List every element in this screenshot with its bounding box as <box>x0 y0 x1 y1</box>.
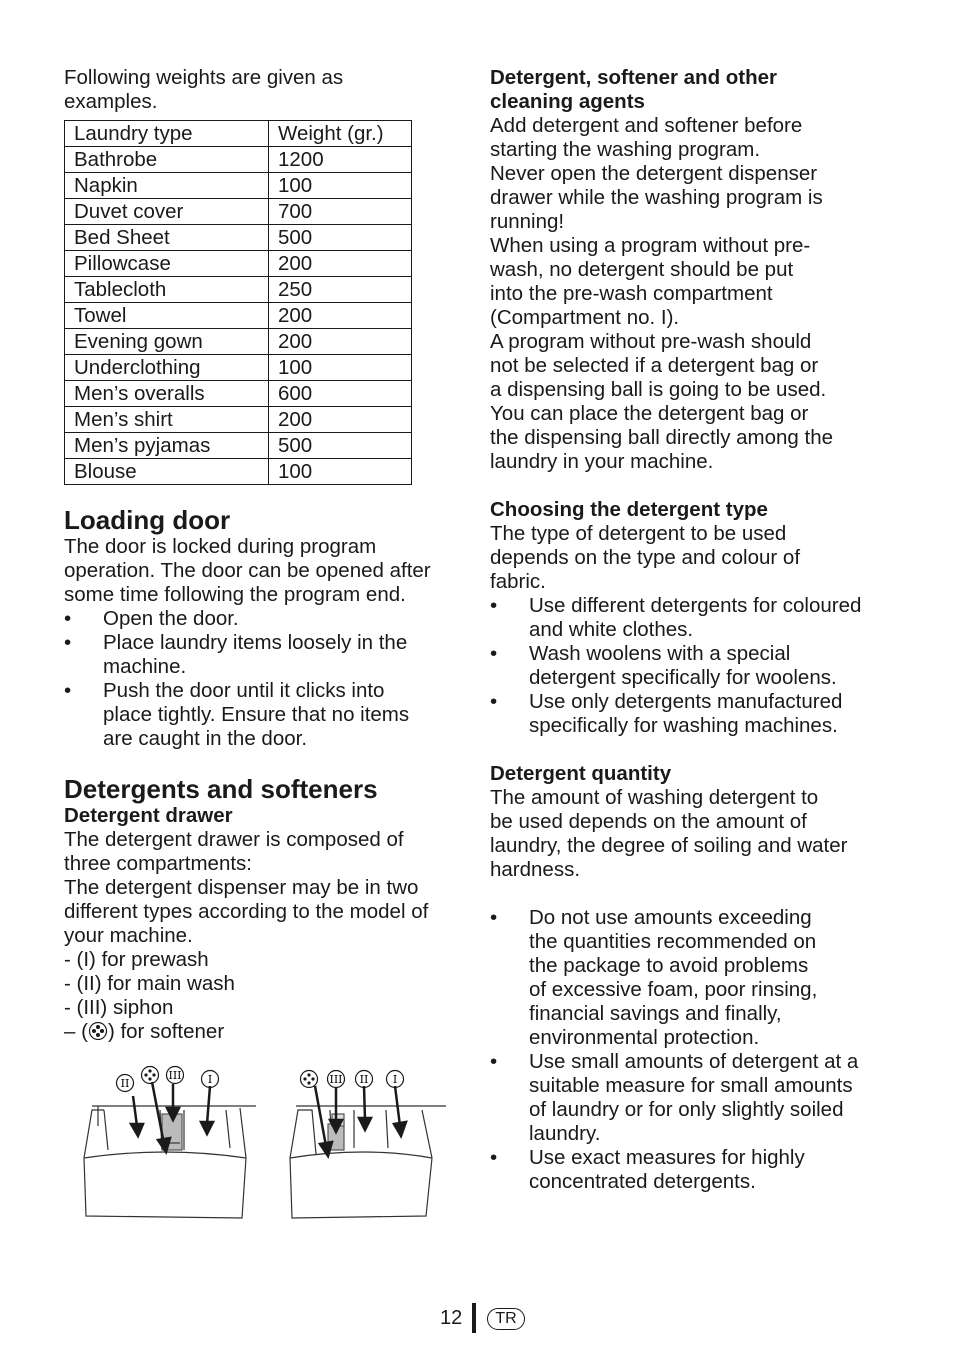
table-cell: Towel <box>65 303 269 329</box>
text-line: The detergent dispenser may be in two <box>64 876 419 899</box>
text-line: place tightly. Ensure that no items <box>103 703 410 726</box>
text-line: laundry. <box>529 1122 601 1145</box>
compartment-label: II <box>359 1073 369 1086</box>
compartment-label: I <box>207 1073 213 1086</box>
table-cell: Pillowcase <box>65 251 269 277</box>
text-line: The amount of washing detergent to <box>490 786 819 809</box>
text-line: different types according to the model of <box>64 900 429 923</box>
compartment-label: III <box>168 1069 182 1082</box>
text-line: and white clothes. <box>529 618 694 641</box>
drawer-type-a <box>84 1106 256 1218</box>
table-row <box>65 277 412 303</box>
table-row <box>65 459 412 485</box>
subsection-heading: Choosing the detergent type <box>490 498 768 521</box>
text-line: not be selected if a detergent bag or <box>490 354 819 377</box>
softener-suffix: ) for softener <box>107 1020 225 1043</box>
text-line: The detergent drawer is composed of <box>64 828 404 851</box>
text-line: the package to avoid problems <box>529 954 809 977</box>
list-item <box>490 906 894 1050</box>
text-line: some time following the program end. <box>64 583 406 606</box>
table-cell: 200 <box>269 251 412 277</box>
bullet-icon: • <box>490 642 498 665</box>
bullet-icon: • <box>490 690 498 713</box>
bullet-list <box>64 607 468 751</box>
text-line: environmental protection. <box>529 1026 760 1049</box>
text-line: detergent specifically for woolens. <box>529 666 837 689</box>
text-line: starting the washing program. <box>490 138 761 161</box>
text-line: You can place the detergent bag or <box>490 402 809 425</box>
drawer-drawings <box>64 1058 464 1228</box>
text-line: Use exact measures for highly <box>529 1146 805 1169</box>
text-line: Do not use amounts exceeding <box>529 906 812 929</box>
drawer-type-b-labels <box>301 1071 404 1088</box>
table-cell: 250 <box>269 277 412 303</box>
table-cell: Napkin <box>65 173 269 199</box>
page-number: 12 <box>440 1307 463 1329</box>
softener-flower-icon <box>88 1020 108 1043</box>
text-line: fabric. <box>490 570 546 593</box>
table-row <box>65 433 412 459</box>
text-line: be used depends on the amount of <box>490 810 807 833</box>
detergent-quantity-section <box>490 762 894 1194</box>
right-column <box>490 66 894 1194</box>
table-header-row <box>65 121 412 147</box>
text-line: your machine. <box>64 924 193 947</box>
table-row <box>65 303 412 329</box>
left-column <box>64 66 468 1228</box>
heading-line: Detergent, softener and other <box>490 66 778 89</box>
table-cell: Underclothing <box>65 355 269 381</box>
subsection-heading: Detergent quantity <box>490 762 672 785</box>
bullet-icon: • <box>490 594 498 617</box>
heading-line: cleaning agents <box>490 90 645 113</box>
section-text <box>490 786 894 882</box>
table-cell: 100 <box>269 459 412 485</box>
table-cell: Tablecloth <box>65 277 269 303</box>
bullet-icon: • <box>490 1050 498 1073</box>
text-line: depends on the type and colour of <box>490 546 801 569</box>
text-line: laundry in your machine. <box>490 450 714 473</box>
table-row <box>65 199 412 225</box>
section-text <box>490 522 894 594</box>
compartment-label: II <box>120 1077 130 1090</box>
list-item <box>490 1146 894 1194</box>
table-row <box>65 329 412 355</box>
text-line: specifically for washing machines. <box>529 714 838 737</box>
table-cell: 1200 <box>269 147 412 173</box>
table-cell: 700 <box>269 199 412 225</box>
table-cell: 500 <box>269 225 412 251</box>
text-line: Open the door. <box>103 607 239 630</box>
detergent-drawer-illustration <box>64 1058 464 1228</box>
list-item <box>490 1050 894 1146</box>
section-text <box>64 535 468 607</box>
loading-door-section <box>64 506 468 751</box>
list-item <box>64 679 468 751</box>
table-row <box>65 147 412 173</box>
intro-line: Following weights are given as <box>64 66 344 89</box>
section-heading: Detergents and softeners <box>64 774 378 804</box>
table-row <box>65 355 412 381</box>
drawer-type-a-labels <box>117 1067 219 1092</box>
text-line: The type of detergent to be used <box>490 522 787 545</box>
table-header-cell: Laundry type <box>65 121 269 147</box>
bullet-icon: • <box>64 607 72 630</box>
softener-prefix: – ( <box>64 1020 88 1043</box>
compartment-item: - (III) siphon <box>64 996 174 1019</box>
table-cell: 200 <box>269 303 412 329</box>
text-line: (Compartment no. I). <box>490 306 680 329</box>
cleaning-agents-section <box>490 66 894 474</box>
country-badge: TR <box>487 1308 525 1330</box>
bullet-list <box>490 594 894 738</box>
text-line: When using a program without pre- <box>490 234 811 257</box>
text-line: machine. <box>103 655 187 678</box>
text-line: three compartments: <box>64 852 252 875</box>
text-line: Place laundry items loosely in the <box>103 631 408 654</box>
table-row <box>65 381 412 407</box>
text-line: A program without pre-wash should <box>490 330 812 353</box>
bullet-icon: • <box>490 906 498 929</box>
bullet-icon: • <box>64 631 72 654</box>
text-line: Never open the detergent dispenser <box>490 162 818 185</box>
subsection-heading <box>490 66 894 114</box>
table-cell: Duvet cover <box>65 199 269 225</box>
compartment-item: - (I) for prewash <box>64 948 209 971</box>
text-line: Push the door until it clicks into <box>103 679 385 702</box>
table-header-cell: Weight (gr.) <box>269 121 412 147</box>
table-cell: 600 <box>269 381 412 407</box>
section-heading: Loading door <box>64 505 231 535</box>
table-cell: 100 <box>269 173 412 199</box>
text-line: the quantities recommended on <box>529 930 817 953</box>
text-line: wash, no detergent should be put <box>490 258 794 281</box>
text-line: Use small amounts of detergent at a <box>529 1050 859 1073</box>
table-cell: Bed Sheet <box>65 225 269 251</box>
text-line: are caught in the door. <box>103 727 308 750</box>
text-line: concentrated detergents. <box>529 1170 756 1193</box>
section-text <box>490 114 894 474</box>
text-line: operation. The door can be opened after <box>64 559 431 582</box>
bullet-icon: • <box>490 1146 498 1169</box>
table-cell: Men’s pyjamas <box>65 433 269 459</box>
compartment-label: III <box>329 1073 343 1086</box>
table-cell: 100 <box>269 355 412 381</box>
text-line: The door is locked during program <box>64 535 377 558</box>
softener-flower-icon <box>142 1067 159 1084</box>
detergent-type-section <box>490 498 894 738</box>
table-row <box>65 407 412 433</box>
text-line: the dispensing ball directly among the <box>490 426 834 449</box>
drawer-type-b-arrows <box>315 1086 406 1156</box>
table-row <box>65 225 412 251</box>
laundry-weights-table <box>64 120 412 485</box>
weights-intro <box>64 66 468 114</box>
page-footer <box>0 1303 954 1333</box>
text-line: financial savings and finally, <box>529 1002 782 1025</box>
text-line: Add detergent and softener before <box>490 114 803 137</box>
list-item <box>490 594 894 642</box>
softener-flower-icon <box>301 1071 318 1088</box>
table-cell: 500 <box>269 433 412 459</box>
text-line: running! <box>490 210 565 233</box>
table-cell: Men’s shirt <box>65 407 269 433</box>
list-item <box>64 607 468 631</box>
text-line: suitable measure for small amounts <box>529 1074 853 1097</box>
text-line: hardness. <box>490 858 581 881</box>
intro-line: examples. <box>64 90 158 113</box>
detergents-section <box>64 775 468 1044</box>
text-line: drawer while the washing program is <box>490 186 823 209</box>
table-cell: Bathrobe <box>65 147 269 173</box>
text-line: a dispensing ball is going to be used. <box>490 378 827 401</box>
section-text <box>64 828 468 1044</box>
text-line: of excessive foam, poor rinsing, <box>529 978 818 1001</box>
footer-divider <box>472 1303 476 1333</box>
text-line: into the pre-wash compartment <box>490 282 773 305</box>
text-line: of laundry or for only slightly soiled <box>529 1098 844 1121</box>
text-line: Wash woolens with a special <box>529 642 791 665</box>
text-line: laundry, the degree of soiling and water <box>490 834 848 857</box>
table-cell: Men’s overalls <box>65 381 269 407</box>
table-cell: Blouse <box>65 459 269 485</box>
list-item <box>490 690 894 738</box>
text-line: Use only detergents manufactured <box>529 690 843 713</box>
compartment-label: I <box>392 1073 398 1086</box>
table-cell: 200 <box>269 329 412 355</box>
subsection-heading: Detergent drawer <box>64 804 233 827</box>
text-line: Use different detergents for coloured <box>529 594 862 617</box>
list-item <box>490 642 894 690</box>
table-row <box>65 173 412 199</box>
table-cell: Evening gown <box>65 329 269 355</box>
table-cell: 200 <box>269 407 412 433</box>
list-item <box>64 631 468 679</box>
table-row <box>65 251 412 277</box>
bullet-icon: • <box>64 679 72 702</box>
bullet-list <box>490 906 894 1194</box>
compartment-item: - (II) for main wash <box>64 972 235 995</box>
